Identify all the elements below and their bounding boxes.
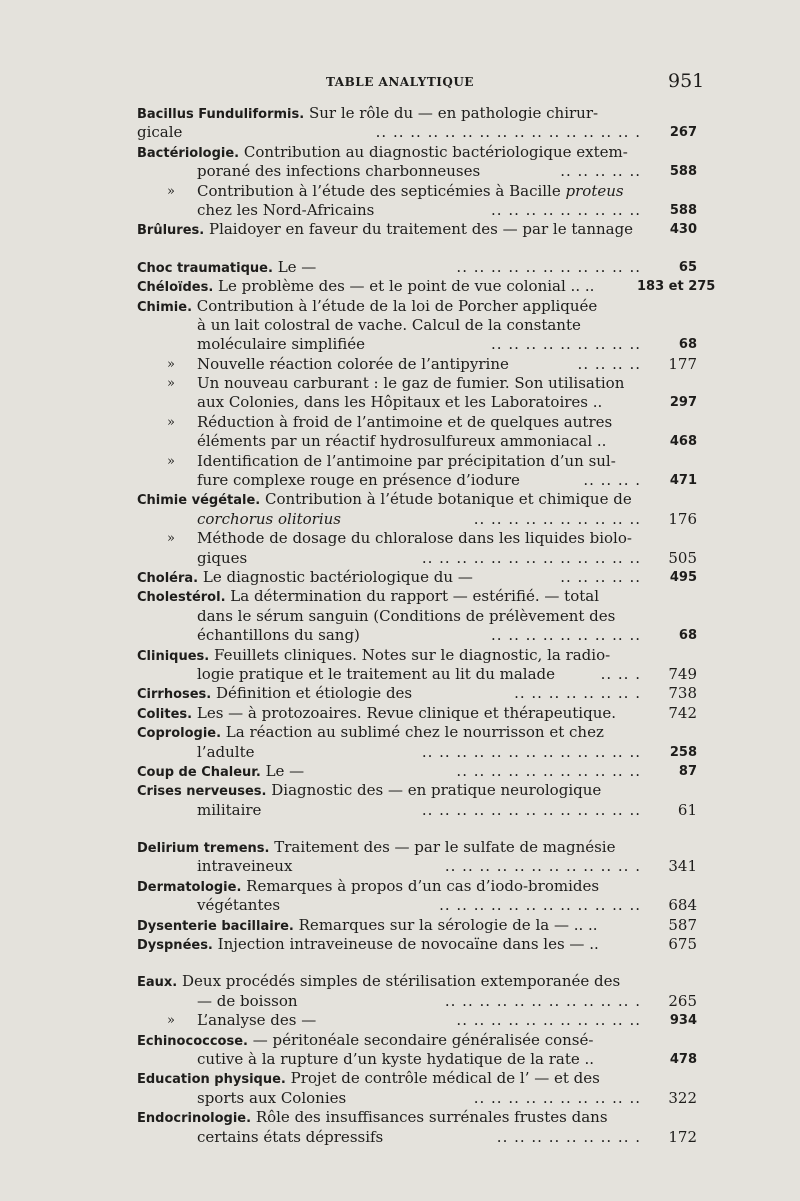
index-line (137, 1108, 697, 1127)
entry-text: L’analyse des — (197, 1011, 317, 1030)
index-line (137, 374, 697, 393)
page-reference: 588 (669, 164, 697, 180)
index-line (137, 413, 697, 432)
entry-text: Bacillus Funduliformis. Sur le rôle du — en pathologie chirur- (137, 104, 599, 122)
entry-text: Eaux. Deux procédés simples de stérilisation extemporanée des (137, 972, 621, 991)
index-section (137, 838, 697, 954)
entry-text: militaire (197, 800, 262, 819)
index-line (137, 626, 697, 645)
page-reference: 934 (669, 1013, 697, 1029)
ditto-mark: » (167, 414, 175, 430)
dot-leader: .. .. .. .. .. .. .. .. .. .. .. .. .. .. .. . (375, 123, 641, 142)
page-reference: 68 (678, 628, 697, 644)
entry-text: Dysenterie bacillaire. Remarques sur la sérologie de la — .. .. (137, 915, 598, 934)
index-term: Echinococcose. (137, 1033, 248, 1049)
dot-leader: .. .. .. .. .. .. .. .. .. .. .. .. .. (421, 800, 641, 819)
index-term: Chéloïdes. (137, 280, 214, 296)
index-section (137, 257, 716, 820)
index-line (137, 452, 697, 471)
index-line (137, 838, 697, 857)
dot-leader: .. .. .. .. .. .. .. .. .. .. (473, 1088, 641, 1107)
index-term: Eaux. (137, 975, 178, 991)
entry-text (197, 510, 341, 528)
entry-text: Delirium tremens. Traitement des — par le sulfate de magnésie (137, 838, 616, 857)
entry-text: Choc traumatique. Le — (137, 257, 317, 276)
index-line (137, 432, 697, 451)
index-term: Cliniques. (137, 648, 210, 664)
page-reference: 177 (668, 354, 697, 373)
index-content (137, 104, 716, 1147)
index-line (137, 587, 697, 606)
entry-text: à un lait colostral de vache. Calcul de la constante (197, 315, 581, 334)
page-reference: 505 (668, 548, 697, 567)
index-line (137, 549, 697, 568)
index-line (137, 1069, 697, 1088)
index-line (137, 182, 697, 201)
index-line (137, 1011, 697, 1030)
index-line (137, 490, 697, 509)
dot-leader: .. .. .. .. .. .. .. . (514, 684, 641, 703)
dot-leader: .. .. .. .. .. .. .. .. . (496, 1127, 641, 1146)
index-line (137, 123, 697, 142)
page-reference: 341 (668, 857, 697, 876)
index-term: Dysenterie bacillaire. (137, 918, 294, 934)
entry-text: Méthode de dosage du chloralose dans les liquides biolo- (197, 529, 632, 548)
page-reference: 172 (668, 1127, 697, 1146)
entry-text: Brûlures. Plaidoyer en faveur du traitement des — par le tannage (137, 220, 634, 239)
entry-text: certains états dépressifs (197, 1127, 384, 1146)
index-line (137, 510, 697, 529)
dot-leader: .. .. .. .. .. .. .. .. .. (491, 200, 641, 219)
index-term: Bacillus Funduliformis. (137, 107, 305, 122)
ditto-mark: » (167, 531, 175, 547)
ditto-mark: » (167, 453, 175, 469)
index-line (137, 916, 697, 935)
page-reference: 297 (669, 395, 697, 411)
index-line (137, 762, 697, 781)
index-line (137, 258, 697, 277)
page-reference: 265 (668, 991, 697, 1010)
entry-text: gicale (137, 123, 183, 142)
entry-text: moléculaire simplifiée (197, 335, 366, 354)
entry-text: Bactériologie. Contribution au diagnostic bactériologique extem- (137, 142, 628, 161)
dot-leader: .. .. .. .. .. .. .. .. .. (491, 626, 641, 645)
index-line (137, 471, 697, 490)
index-line (137, 877, 697, 896)
entry-text: Un nouveau carburant : le gaz de fumier. Son utilisation (197, 374, 625, 393)
index-line (137, 857, 697, 876)
entry-text: Echinococcose. — péritonéale secondaire généralisée consé- (137, 1030, 594, 1049)
page-reference: 675 (668, 935, 697, 954)
entry-text: Coprologie. La réaction au sublimé chez le nourrisson et chez (137, 723, 604, 742)
entry-text: dans le sérum sanguin (Conditions de prélèvement des (197, 606, 616, 625)
dot-leader: .. .. .. .. .. .. .. .. .. .. .. . (444, 991, 641, 1010)
dot-leader: .. .. .. .. .. .. .. .. .. .. .. (456, 1011, 641, 1030)
page-reference: 478 (669, 1051, 697, 1067)
index-line (137, 801, 697, 820)
index-line (137, 393, 697, 412)
italic-text: proteus (565, 181, 624, 200)
index-term: Coprologie. (137, 726, 222, 742)
index-line (137, 335, 697, 354)
index-term: Cholestérol. (137, 590, 226, 606)
page-reference: 68 (678, 337, 697, 353)
page-reference: 183 et 275 (637, 279, 716, 295)
index-term: Cirrhoses. (137, 687, 212, 703)
index-line (137, 1128, 697, 1147)
index-line (137, 1050, 697, 1069)
entry-text: Contribution à l’étude des septicémies à Bacille proteus (197, 181, 624, 200)
index-term: Crises nerveuses. (137, 784, 267, 800)
index-term: Dermatologie. (137, 879, 242, 895)
entry-text: logie pratique et le traitement au lit du malade (197, 664, 556, 683)
entry-text: Chimie. Contribution à l’étude de la loi de Porcher appliquée (137, 296, 598, 315)
index-term: Choc traumatique. (137, 260, 273, 276)
section-gap (137, 954, 697, 972)
index-term: Dyspnées. (137, 938, 213, 954)
entry-text: Education physique. Projet de contrôle médical de l’ — et des (137, 1069, 600, 1088)
entry-text: Cirrhoses. Définition et étiologie des (137, 684, 413, 703)
page-reference: 749 (668, 664, 697, 683)
index-line (137, 992, 697, 1011)
index-line (137, 665, 697, 684)
section-gap (137, 820, 697, 838)
dot-leader: .. .. .. .. .. .. .. .. .. .. .. .. (439, 896, 641, 915)
entry-text: sports aux Colonies (197, 1088, 347, 1107)
index-section (137, 104, 697, 240)
ditto-mark: » (167, 183, 175, 199)
page-reference: 588 (669, 202, 697, 218)
index-line (137, 162, 697, 181)
index-line (137, 316, 697, 335)
index-line (137, 277, 716, 296)
index-line (137, 355, 697, 374)
entry-text: cutive à la rupture d’un kyste hydatique de la rate .. (197, 1049, 595, 1068)
index-line (137, 646, 697, 665)
page-reference: 471 (669, 473, 697, 489)
italic-text: corchorus olitorius (197, 509, 342, 528)
index-line (137, 896, 697, 915)
index-line (137, 743, 697, 762)
entry-text: chez les Nord-Africains (197, 200, 375, 219)
index-term: Delirium tremens. (137, 841, 270, 857)
index-line (137, 684, 697, 703)
page-reference: 468 (669, 434, 697, 450)
dot-leader: .. .. .. .. .. (560, 567, 641, 586)
entry-text: Cholestérol. La détermination du rapport — estérifié. — total (137, 587, 599, 606)
index-line (137, 1031, 697, 1050)
index-line (137, 723, 697, 742)
dot-leader: .. .. .. .. .. .. .. .. .. .. .. .. .. (421, 548, 641, 567)
entry-text: éléments par un réactif hydrosulfureux ammoniacal .. (197, 432, 607, 451)
index-line (137, 704, 697, 723)
dot-leader: .. .. .. .. (577, 354, 641, 373)
dot-leader: .. .. . (600, 664, 641, 683)
index-term: Bactériologie. (137, 145, 240, 161)
index-line (137, 1089, 697, 1108)
entry-text: intraveineux (197, 857, 293, 876)
index-line (137, 297, 697, 316)
index-section (137, 972, 697, 1147)
entry-text: végétantes (197, 896, 281, 915)
dot-leader: .. .. .. . (583, 471, 641, 490)
index-line (137, 104, 697, 123)
entry-text: échantillons du sang) (197, 626, 360, 645)
page-reference: 87 (678, 763, 697, 779)
dot-leader: .. .. .. .. .. .. .. .. .. .. .. (456, 257, 641, 276)
entry-text: l’adulte (197, 742, 255, 761)
dot-leader: .. .. .. .. .. .. .. .. .. .. .. (456, 761, 641, 780)
page-reference: 742 (668, 703, 697, 722)
section-gap (137, 240, 697, 258)
ditto-mark: » (167, 376, 175, 392)
page-reference: 65 (678, 259, 697, 275)
page-reference: 322 (668, 1088, 697, 1107)
index-line (137, 935, 697, 954)
index-line (137, 781, 697, 800)
entry-text: Colites. Les — à protozoaires. Revue clinique et thérapeutique. (137, 703, 616, 722)
dot-leader: .. .. .. .. .. .. .. .. .. .. (473, 509, 641, 528)
entry-text: Endocrinologie. Rôle des insuffisances surrénales frustes dans (137, 1108, 608, 1127)
entry-text: Crises nerveuses. Diagnostic des — en pratique neurologique (137, 781, 602, 800)
entry-text: Chéloïdes. Le problème des — et le point de vue colonial .. .. (137, 277, 595, 296)
index-term: Chimie végétale. (137, 493, 261, 509)
entry-text: Dermatologie. Remarques à propos d’un cas d’iodo-bromides (137, 876, 600, 895)
page-reference: 684 (668, 896, 697, 915)
entry-text: Choléra. Le diagnostic bactériologique du — (137, 567, 473, 586)
index-line (137, 972, 697, 991)
entry-text: Nouvelle réaction colorée de l’antipyrine (197, 354, 509, 373)
dot-leader: .. .. .. .. .. .. .. .. .. .. .. .. .. (421, 742, 641, 761)
index-line (137, 143, 697, 162)
index-term: Education physique. (137, 1072, 286, 1088)
entry-text: Cliniques. Feuillets cliniques. Notes sur le diagnostic, la radio- (137, 645, 611, 664)
index-line (137, 529, 697, 548)
entry-text: Réduction à froid de l’antimoine et de quelques autres (197, 412, 613, 431)
page-reference: 267 (669, 125, 697, 141)
index-term: Endocrinologie. (137, 1111, 252, 1127)
index-line (137, 568, 697, 587)
entry-text: — de boisson (197, 991, 298, 1010)
entry-text: Dyspnées. Injection intraveineuse de novocaïne dans les — .. (137, 935, 599, 954)
index-term: Chimie. (137, 299, 193, 315)
index-line (137, 201, 697, 220)
ditto-mark: » (167, 1013, 175, 1029)
entry-text: porané des infections charbonneuses (197, 162, 481, 181)
entry-text: Identification de l’antimoine par précipitation d’un sul- (197, 451, 616, 470)
page-reference: 176 (668, 509, 697, 528)
dot-leader: .. .. .. .. .. (560, 162, 641, 181)
ditto-mark: » (167, 356, 175, 372)
index-line (137, 220, 697, 239)
index-term: Coup de Chaleur. (137, 764, 261, 780)
index-term: Colites. (137, 706, 193, 722)
page-reference: 61 (677, 800, 697, 819)
entry-text: aux Colonies, dans les Hôpitaux et les Laboratoires .. (197, 393, 603, 412)
index-line (137, 607, 697, 626)
index-term: Choléra. (137, 570, 199, 586)
page-reference: 495 (669, 569, 697, 585)
page-reference: 587 (668, 915, 697, 934)
index-term: Brûlures. (137, 223, 205, 239)
entry-text: Chimie végétale. Contribution à l’étude botanique et chimique de (137, 490, 632, 509)
entry-text: Coup de Chaleur. Le — (137, 761, 305, 780)
dot-leader: .. .. .. .. .. .. .. .. .. (491, 335, 641, 354)
page-reference: 738 (668, 684, 697, 703)
page-reference: 430 (669, 222, 697, 238)
page-reference: 258 (669, 744, 697, 760)
entry-text: giques (197, 548, 248, 567)
page-number: 951 (668, 70, 705, 92)
dot-leader: .. .. .. .. .. .. .. .. .. .. .. . (444, 857, 641, 876)
entry-text: fure complexe rouge en présence d’iodure (197, 471, 520, 490)
running-header-title: TABLE ANALYTIQUE (326, 75, 474, 89)
